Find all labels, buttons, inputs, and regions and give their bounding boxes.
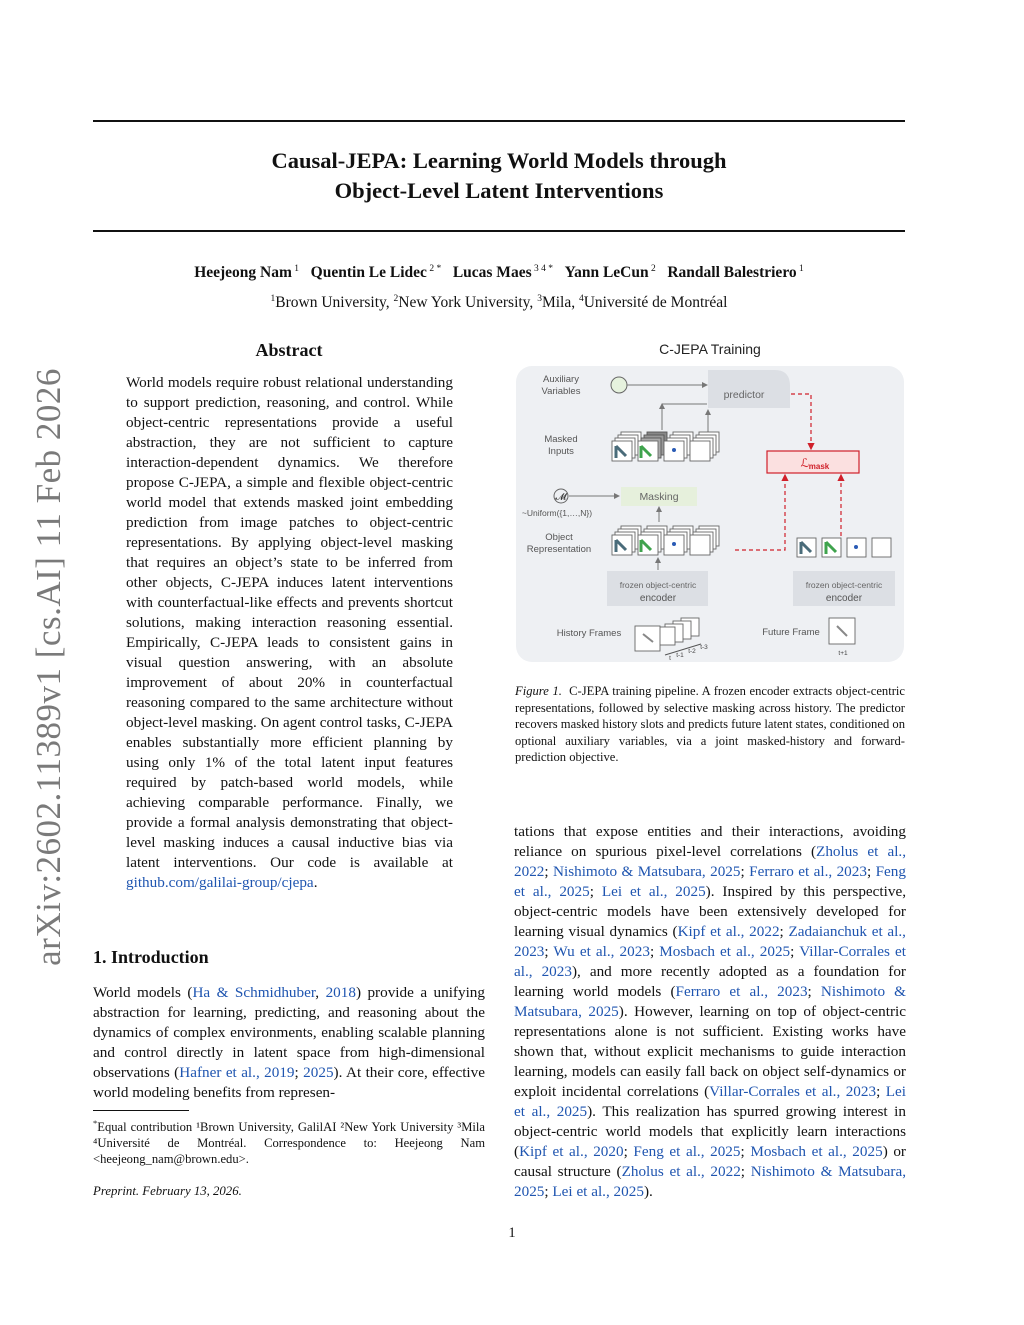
- m-symbol: 𝓜: [555, 492, 567, 503]
- affiliations: [93, 294, 905, 312]
- text-run: ;: [589, 883, 602, 900]
- text-run: ;: [740, 863, 750, 880]
- author-name: Randall Balestriero: [667, 264, 797, 282]
- author-list: [93, 264, 905, 282]
- text-run: ). This realization has spurred growing interest in object-centric world models that explicitly learn interactions (: [514, 1103, 906, 1160]
- tick-t: t: [669, 655, 671, 662]
- author-affil-mark: 3 4 *: [531, 264, 553, 274]
- tick-t-1: t-1: [676, 652, 684, 659]
- text-run: ;: [740, 1143, 751, 1160]
- left-encoder-label-2: encoder: [639, 593, 677, 604]
- text-run: ;: [876, 1083, 886, 1100]
- masked-inputs-label: Masked: [544, 434, 578, 445]
- author-affil-mark: 2: [648, 264, 656, 274]
- affil-mark: 2: [393, 294, 399, 304]
- affil-name: New York University,: [398, 294, 538, 312]
- text-run: ) or causal structure (: [514, 1143, 906, 1180]
- citation-link[interactable]: Mosbach et al., 2025: [659, 943, 791, 960]
- text-run: ;: [790, 943, 800, 960]
- citation-link[interactable]: Zholus et al., 2022: [621, 1163, 741, 1180]
- text-run: ) provide a unifying abstraction for learning, predicting, and reasoning about the dynamics of complex environments, enabling scalable planning and control directly in latent space from high-dimensional observations (: [93, 984, 485, 1081]
- object-representation-label: Object: [545, 532, 573, 543]
- affil-name: Université de Montréal: [583, 294, 728, 312]
- text-run: ).: [643, 1183, 653, 1200]
- citation-link[interactable]: Zholus et al., 2022: [514, 843, 907, 880]
- text-run: ;: [544, 863, 554, 880]
- citation-link[interactable]: Ferraro et al., 2023: [675, 983, 808, 1000]
- right-encoder-label: frozen object-centric: [805, 580, 883, 590]
- masked-inputs-label-2: Inputs: [548, 446, 574, 457]
- figure-diagram: [515, 364, 905, 666]
- text-run: ;: [294, 1064, 304, 1081]
- citation-link[interactable]: Lei et al., 2025: [552, 1183, 644, 1200]
- text-run: ,: [315, 984, 326, 1001]
- text-run: ;: [544, 1183, 553, 1200]
- object-representation-label-2: Representation: [526, 544, 592, 555]
- citation-link[interactable]: 2018: [325, 984, 356, 1001]
- citation-link[interactable]: Nishimoto & Matsubara, 2025: [553, 863, 741, 880]
- uniform-label: ~Uniform({1,…,N}): [521, 508, 593, 518]
- title-bottom-rule: [93, 230, 905, 232]
- text-run: ;: [807, 983, 821, 1000]
- tick-t-3: t-3: [700, 644, 708, 651]
- top-rule: [93, 120, 905, 122]
- future-frame-label: Future Frame: [762, 627, 820, 638]
- right-encoder-label-2: encoder: [825, 593, 863, 604]
- preprint-note: Preprint. February 13, 2026.: [93, 1184, 242, 1198]
- aux-label-2: Variables: [541, 386, 581, 397]
- aux-label: Auxiliary: [543, 374, 579, 385]
- affil-name: Brown University,: [275, 294, 394, 312]
- author-affil-mark: 2 *: [426, 264, 442, 274]
- citation-link[interactable]: Lei et al., 2025: [601, 883, 706, 900]
- author-affil-mark: 1: [796, 264, 804, 274]
- abstract-body: World models require robust relational understanding to support prediction, reasoning, and control. While object-centric representations provide a useful abstraction, they are not sufficient to capture interaction-dependent dynamics. We therefore propose C-JEPA, a simple and flexible object-centric world model that extends masked joint embedding prediction from image patches to object-centric representations. By applying object-level masking that requires an object’s state to be inferred from other objects, C-JEPA induces latent interventions with counterfactual-like effects and prevents shortcut solutions, making interaction reasoning essential. Empirically, C-JEPA leads to consistent gains in visual question answering, with an absolute improvement of about 20% in counterfactual reasoning compared to the same architecture without object-level masking. On agent control tasks, C-JEPA enables substantially more efficient planning by using only 1% of the total latent input features required by patch-based world models, while achieving comparable performance. Finally, we provide a formal analysis demonstrating that object-level masking induces a causal inductive bias via latent interventions. Our code is available at github.com/galilai-group/cjepa.: [126, 374, 453, 891]
- author-name: Heejeong Nam: [194, 264, 292, 282]
- affil-mark: 4: [578, 294, 584, 304]
- left-encoder-label: frozen object-centric: [619, 580, 697, 590]
- introduction-paragraph: [93, 983, 485, 1103]
- citation-link[interactable]: Kipf et al., 2022: [677, 923, 780, 940]
- author-affil-mark: 1: [291, 264, 300, 274]
- citation-link[interactable]: 2025: [303, 1064, 334, 1081]
- paper-title: Causal-JEPA: Learning World Models through Object-Level Latent Interventions: [271, 148, 727, 203]
- affil-name: Mila,: [541, 294, 579, 312]
- text-run: ;: [649, 943, 660, 960]
- text-run: ;: [740, 1163, 751, 1180]
- figure-caption: Figure 1. C-JEPA training pipeline. A frozen encoder extracts object-centric representations, followed by selective masking across history. The predictor recovers masked history slots and predicts future latent states, conditioned on optional auxiliary variables, via a joint masked-history and forward-prediction objective.: [515, 684, 905, 764]
- text-run: ). However, learning on top of object-centric representations alone is not sufficient. Existing works have shown that, without explicit mechanisms to guide interaction learning, models can easily fall back on object self-dynamics or exploit incidental correlations (: [514, 1003, 906, 1100]
- author-name: Yann LeCun: [564, 264, 649, 282]
- text-run: World models (: [93, 984, 193, 1001]
- text-run: ), and more recently adopted as a foundation for learning world models (: [514, 963, 906, 1000]
- author-name: Quentin Le Lidec: [310, 264, 427, 282]
- text-run: ;: [779, 923, 789, 940]
- citation-link[interactable]: Hafner et al., 2019: [179, 1064, 295, 1081]
- footnote-rule: [93, 1110, 189, 1111]
- aux-variable-node: [611, 377, 627, 393]
- text-run: ). At their core, effective world modeling benefits from represen-: [93, 1064, 485, 1101]
- citation-link[interactable]: Nishimoto & Matsubara, 2025: [514, 1163, 907, 1200]
- text-run: ;: [544, 943, 554, 960]
- citation-link[interactable]: Nishimoto & Matsubara, 2025: [514, 983, 906, 1020]
- author-name: Lucas Maes: [452, 264, 532, 282]
- footnote: *Equal contribution ¹Brown University, GalilAI ²New York University ³Mila ⁴Université de Montréal. Correspondence to: Heejeong Nam <heejeong_nam@brown.edu>.: [93, 1118, 485, 1167]
- citation-link[interactable]: Lei et al., 2025: [514, 1083, 906, 1120]
- affil-mark: 1: [270, 294, 276, 304]
- citation-link[interactable]: Villar-Corrales et al., 2023: [709, 1083, 877, 1100]
- masking-label: Masking: [639, 491, 679, 503]
- text-run: ;: [866, 863, 876, 880]
- citation-link[interactable]: Wu et al., 2023: [553, 943, 650, 960]
- citation-link[interactable]: Villar-Corrales et al., 2023: [514, 943, 906, 980]
- text-run: tations that expose entities and their interactions, avoiding reliance on spurious pixel-level correlations (: [514, 823, 906, 860]
- citation-link[interactable]: Mosbach et al., 2025: [750, 1143, 883, 1160]
- loss-symbol: ℒ: [800, 456, 810, 470]
- tick-t-2: t-2: [688, 648, 696, 655]
- citation-link[interactable]: Kipf et al., 2020: [519, 1143, 624, 1160]
- predictor-label: predictor: [723, 389, 765, 401]
- loss-subscript: mask: [808, 462, 830, 471]
- citation-link[interactable]: Ha & Schmidhuber: [192, 984, 316, 1001]
- section-heading-introduction: 1. Introduction: [93, 947, 209, 967]
- citation-link[interactable]: Zadaianchuk et al., 2023: [514, 923, 906, 960]
- page-number: 1: [508, 1225, 516, 1241]
- citation-link[interactable]: Feng et al., 2025: [514, 863, 906, 900]
- code-link[interactable]: github.com/galilai-group/cjepa: [126, 874, 314, 891]
- tick-t-plus-1: t+1: [838, 650, 848, 657]
- citation-link[interactable]: Ferraro et al., 2023: [749, 863, 867, 880]
- affil-mark: 3: [537, 294, 542, 304]
- history-frames-label: History Frames: [556, 628, 622, 639]
- text-run: ). Inspired by this perspective, object-centric models have been extensively developed for learning visual dynamics (: [514, 883, 906, 940]
- abstract-heading: Abstract: [255, 340, 323, 360]
- object-representation-tiles: [612, 526, 719, 555]
- arxiv-watermark: arXiv:2602.11389v1 [cs.AI] 11 Feb 2026: [29, 368, 68, 966]
- citation-link[interactable]: Feng et al., 2025: [633, 1143, 741, 1160]
- figure-title: C-JEPA Training: [659, 341, 761, 357]
- text-run: ;: [623, 1143, 634, 1160]
- right-column-paragraph: [514, 822, 906, 1202]
